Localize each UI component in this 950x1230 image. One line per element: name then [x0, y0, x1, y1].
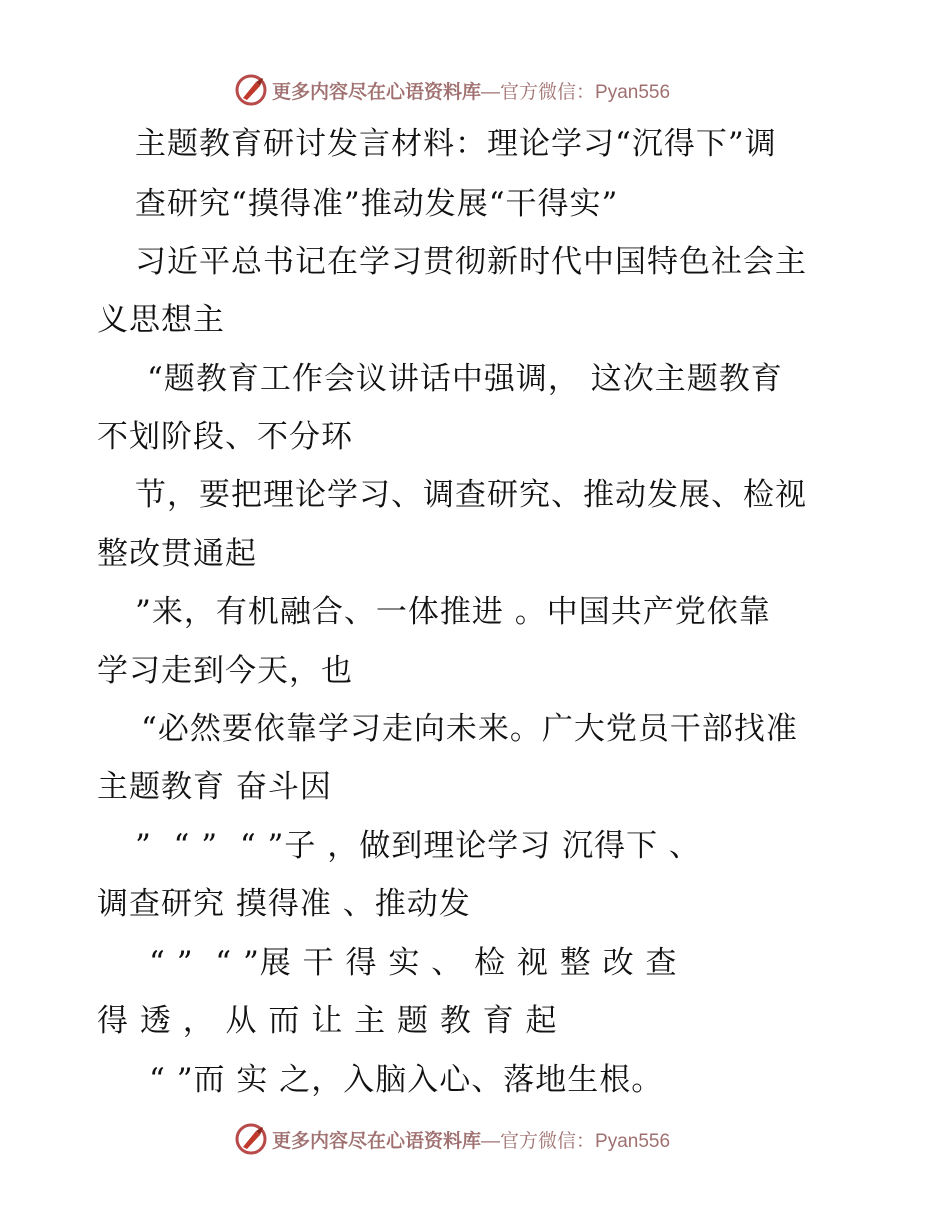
paragraph-line: 不划阶段、不分环	[97, 419, 353, 455]
paragraph-line: “必然要依靠学习走向未来。广大党员干部找准	[141, 711, 798, 747]
title-line-2: 查研究“摸得准”推动发展“干得实”	[135, 186, 619, 222]
banner-contact-text: —官方微信：Pyan556	[481, 81, 671, 103]
title-line-1: 主题教育研讨发言材料：理论学习“沉得下”调	[135, 126, 777, 162]
footer-watermark-banner	[234, 1121, 670, 1157]
paragraph-line: ” “ ” “ ”子 ，做到理论学习 沉得下 、	[135, 828, 701, 864]
banner-contact-text: —官方微信：Pyan556	[481, 1130, 671, 1152]
paragraph-line: 整改贯通起	[97, 536, 257, 572]
paragraph-line: 学习走到今天，也	[97, 653, 353, 689]
banner-brand-text: 更多内容尽在心语资料库	[272, 1129, 482, 1152]
paragraph-line: “ ”而 实 之，入脑入心、落地生根。	[149, 1062, 664, 1098]
pen-nib-circle-icon	[234, 73, 268, 107]
paragraph-line: 节，要把理论学习、调查研究、推动发展、检视	[135, 477, 807, 513]
paragraph-line: “题教育工作会议讲话中强调， 这次主题教育	[147, 361, 783, 397]
paragraph-line: ”来，有机融合、一体推进 。中国共产党依靠	[135, 594, 771, 630]
pen-nib-circle-icon	[234, 1122, 268, 1156]
paragraph-line: “ ” “ ”展 干 得 实 、 检 视 整 改 查	[149, 945, 678, 981]
header-watermark-banner	[234, 72, 670, 108]
paragraph-line: 得 透 ， 从 而 让 主 题 教 育 起	[97, 1003, 558, 1039]
paragraph-line: 调查研究 摸得准 、推动发	[97, 886, 471, 922]
paragraph-line: 义思想主	[97, 302, 225, 338]
paragraph-line: 习近平总书记在学习贯彻新时代中国特色社会主	[135, 244, 807, 280]
banner-brand-text: 更多内容尽在心语资料库	[272, 80, 482, 103]
paragraph-line: 主题教育 奋斗因	[97, 769, 332, 805]
